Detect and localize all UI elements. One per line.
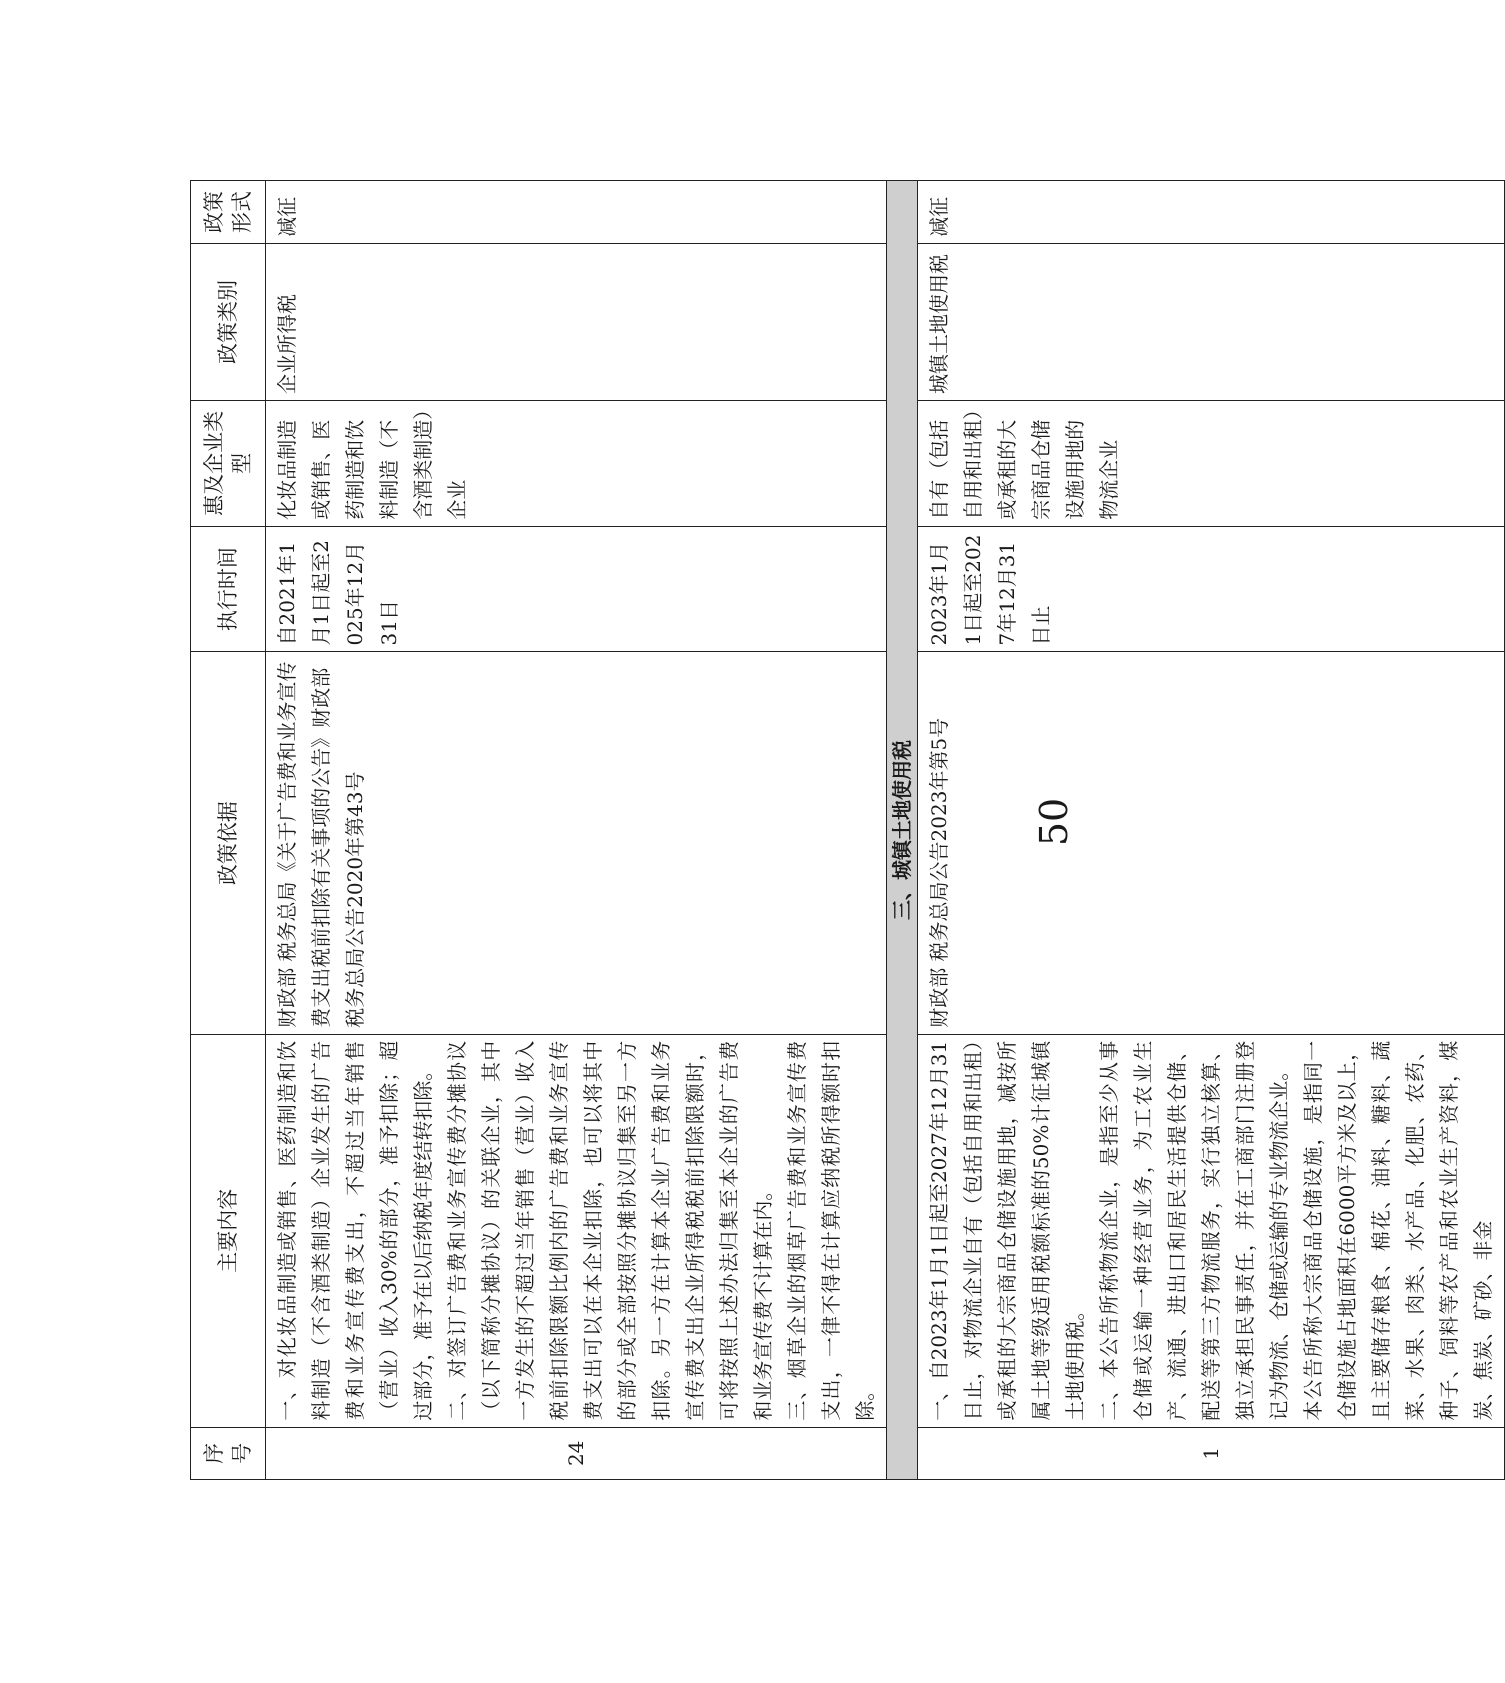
row-form: 减征 <box>918 181 1505 244</box>
table-row <box>918 181 1505 1480</box>
content-paragraph: 三、烟草企业的烟草广告费和业务宣传费支出，一律不得在计算应纳税所得额时扣除。 <box>785 1040 877 1421</box>
row-enterprise-type: 化妆品制造或销售、医药制造和饮料制造（不含酒类制造）企业 <box>266 401 887 527</box>
row-basis: 财政部 税务总局公告2023年第5号 <box>918 652 1505 1034</box>
header-form: 政策形式 <box>191 181 266 244</box>
section-row <box>887 181 918 1480</box>
table-row <box>266 181 887 1480</box>
row-seq: 1 <box>918 1427 1505 1479</box>
section-title: 三、城镇土地使用税 <box>887 181 918 1480</box>
row-category: 企业所得税 <box>266 243 887 400</box>
content-paragraph: 一、对化妆品制造或销售、医药制造和饮料制造（不含酒类制造）企业发生的广告费和业务宣传费支出，不超过当年销售（营业）收入30%的部分，准予扣除；超过部分，准予在以后纳税年度结转扣除。 <box>275 1040 435 1421</box>
row-time: 2023年1月1日起至2027年12月31日止 <box>918 526 1505 652</box>
row-seq: 24 <box>266 1427 887 1479</box>
row-form: 减征 <box>266 181 887 244</box>
row-content <box>266 1034 887 1427</box>
row-enterprise-type: 自有（包括自用和出租）或承租的大宗商品仓储设施用地的物流企业 <box>918 401 1505 527</box>
row-time: 自2021年1月1日起至2025年12月31日 <box>266 526 887 652</box>
row-category: 城镇土地使用税 <box>918 243 1505 400</box>
header-seq: 序号 <box>191 1427 266 1479</box>
rotated-policy-table <box>190 180 1495 1480</box>
header-category: 政策类别 <box>191 243 266 400</box>
row-content <box>918 1034 1505 1427</box>
header-content: 主要内容 <box>191 1034 266 1427</box>
table-header-row <box>191 181 266 1480</box>
header-time: 执行时间 <box>191 526 266 652</box>
page-number: 50 <box>1032 797 1077 847</box>
content-paragraph: 二、对签订广告费和业务宣传费分摊协议（以下简称分摊协议）的关联企业，其中一方发生的不超过当年销售（营业）收入税前扣除限额比例内的广告费和业务宣传费支出可以在本企业扣除，也可以将其中的部分或全部按照分摊协议归集至另一方扣除。另一方在计算本企业广告费和业务宣传费支出企业所得税税前扣除限额时，可将按照上述办法归集至本企业的广告费和业务宣传费不计算在内。 <box>445 1040 775 1421</box>
content-paragraph: 二、本公告所称物流企业，是指至少从事仓储或运输一种经营业务，为工农业生产、流通、进出口和居民生活提供仓储、配送等第三方物流服务，实行独立核算、独立承担民事责任，并在工商部门注册登记为物流、仓储或运输的专业物流企业。 <box>1097 1040 1291 1421</box>
header-enterprise-type: 惠及企业类型 <box>191 401 266 527</box>
content-paragraph: 本公告所称大宗商品仓储设施，是指同一仓储设施占地面积在6000平方米及以上，且主要储存粮食、棉花、油料、糖料、蔬菜、水果、肉类、水产品、化肥、农药、种子、饲料等农产品和农业生产资料，煤炭、焦炭、矿砂、非金 <box>1301 1040 1495 1421</box>
content-paragraph: 一、自2023年1月1日起至2027年12月31日止，对物流企业自有（包括自用和出租）或承租的大宗商品仓储设施用地，减按所属土地等级适用税额标准的50%计征城镇土地使用税。 <box>927 1040 1087 1421</box>
row-basis: 财政部 税务总局《关于广告费和业务宣传费支出税前扣除有关事项的公告》财政部 税务总局公告2020年第43号 <box>266 652 887 1034</box>
header-basis: 政策依据 <box>191 652 266 1034</box>
policy-table <box>190 180 1505 1480</box>
